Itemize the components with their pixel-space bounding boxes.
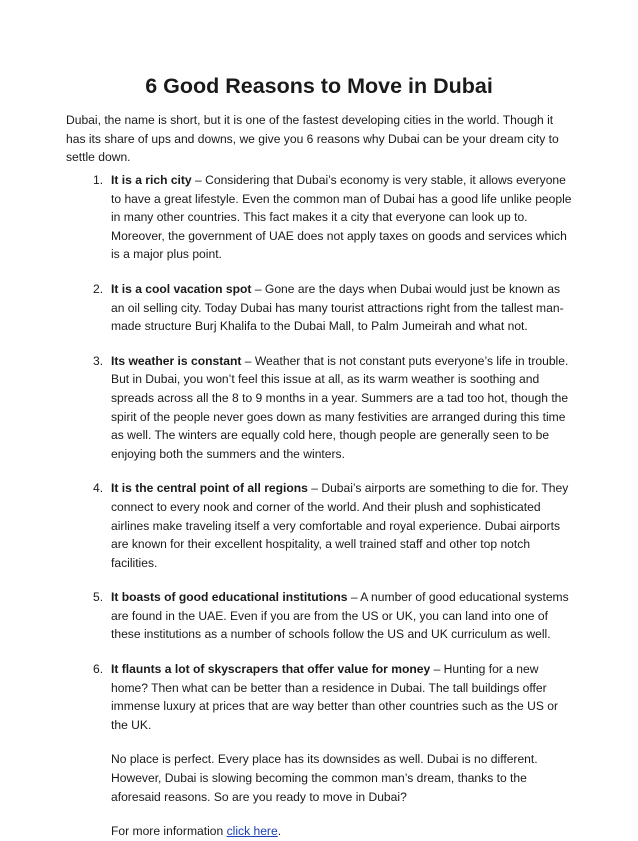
list-number: 2. bbox=[93, 281, 104, 296]
list-number: 1. bbox=[93, 173, 104, 187]
reason-body: – Hunting for a new home? Then what can be better than a residence in Dubai. The tall buildings offer immense luxury at prices that are way better than other countries such as the US or the UK. bbox=[111, 662, 559, 732]
list-item bbox=[0, 479, 576, 572]
reason-heading: It flaunts a lot of skyscrapers that offer value for money bbox=[111, 662, 431, 677]
more-info-suffix: . bbox=[277, 824, 282, 839]
list-item bbox=[0, 352, 576, 464]
list-number: 5. bbox=[93, 590, 104, 605]
list-item bbox=[0, 660, 576, 841]
list-item bbox=[0, 280, 576, 336]
reason-body: – Considering that Dubai’s economy is very stable, it allows everyone to have a great lifestyle. Even the common man of Dubai has a good life unlike people in many other countries. This fact makes it a city that everyone can look up to. Moreover, the government of UAE does not apply taxes on goods and services which is a major plus point. bbox=[111, 173, 572, 262]
list-number: 6. bbox=[93, 662, 104, 677]
list-number: 3. bbox=[93, 353, 104, 368]
list-item bbox=[0, 588, 576, 644]
reason-body: – Dubai’s airports are something to die for. They connect to every nook and corner of the world. And their plush and sophisticated airlines make traveling itself a very comfortable and royal experience. Dubai airports are known for their excellent hospitality, a well trained staff and other top notch facilities. bbox=[111, 481, 569, 570]
closing-paragraph: No place is perfect. Every place has its downsides as well. Dubai is no different. However, Dubai is slowing becoming the common man’s dream, thanks to the aforesaid reasons. So are you ready to move in Dubai? bbox=[111, 752, 538, 804]
list-item bbox=[0, 171, 576, 264]
more-info-line bbox=[111, 822, 576, 841]
click-here-link[interactable]: click here bbox=[226, 824, 278, 839]
reason-heading: It boasts of good educational institutions bbox=[111, 590, 348, 605]
reasons-list bbox=[0, 171, 638, 841]
reason-heading: It is the central point of all regions bbox=[111, 481, 308, 496]
list-number: 4. bbox=[93, 481, 104, 496]
more-info-prefix: For more information bbox=[111, 824, 227, 839]
intro-paragraph: Dubai, the name is short, but it is one of the fastest developing cities in the world. Though it has its share of ups and downs, we give you 6 reasons why Dubai can be your dream city to settle down. bbox=[66, 113, 559, 165]
reason-body: – Weather that is not constant puts everyone’s life in trouble. But in Dubai, you won’t feel this issue at all, as its warm weather is soothing and spreads across all the 8 to 9 months in a year. Summers are a tad too hot, though the spirit of the people never goes down as many festivities are arranged during this time as well. The winters are equally cold here, though people are generally seen to be enjoying both the summers and the winters. bbox=[111, 353, 569, 461]
reason-heading: It is a cool vacation spot bbox=[111, 281, 252, 296]
reason-body: – Gone are the days when Dubai would just be known as an oil selling city. Today Dubai has many tourist attractions right from the tallest man-made structure Burj Khalifa to the Dubai Mall, to Palm Jumeirah and what not. bbox=[111, 281, 564, 334]
reason-heading: Its weather is constant bbox=[111, 353, 242, 368]
page-title: 6 Good Reasons to Move in Dubai bbox=[145, 74, 493, 98]
reason-body: – A number of good educational systems are found in the UAE. Even if you are from the US or UK, you can land into one of these institutions as a number of schools follow the US and UK curriculum as well. bbox=[111, 590, 569, 642]
reason-heading: It is a rich city bbox=[111, 173, 192, 187]
